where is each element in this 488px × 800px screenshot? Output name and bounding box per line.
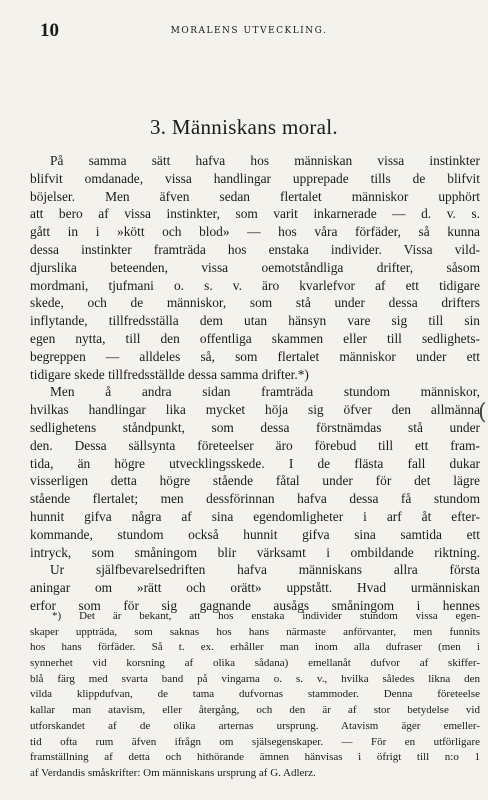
footnote-line: af Verdandis småskrifter: Om människans ursprung af G. Adlerz. [30,766,316,779]
body-line: dessa instinkter framträda hos enstaka individer. Vissa vild- [30,241,480,257]
footnote-line: *) Det är bekant, att hos enstaka individer stundom vissa egen- [52,610,480,622]
margin-mark: ( [478,400,487,425]
page-header [40,20,458,42]
footnote-line: synnerhet vid korsning af olika sådana) emellanåt dufvor af skiffer- [30,657,480,670]
running-head: MORALENS UTVECKLING. [170,26,328,36]
body-line: gått in i »kött och blod» — hos våra förfäder, så kunna [30,224,480,240]
footnote-line: framställning af detta och hithörande ämnen hänvisas i öfrigt till n:o 1 [30,751,480,764]
section-title: 3. Människans moral. [150,115,338,139]
footnote-line: hos hans förfäder. Så t. ex. erhåller man inom alla dufraser (men i [30,641,480,654]
body-text [30,152,480,615]
body-line: tidigare skede tillfredsställde dessa samma drifter.*) [30,366,309,382]
body-line: stående flertalet; men dessförinnan hafva dessa få stundom [30,491,480,507]
body-line: den. Dessa sällsynta företeelser äro förebud till ett fram- [30,437,480,453]
body-line: mordmani, tjufmani o. s. v. äro kvarlefvor af ett tidigare [30,277,480,293]
body-line: hunnit gifva några af sina egendomligheter i arf åt efter- [30,508,480,524]
body-line: visserligen detta högre stående fåtal under för det lägre [30,473,480,489]
body-line: kommande, stundom också hunnit gifva sina samtida ett [30,526,480,542]
body-line: intryck, som småningom blir värksamt i ombildande riktning. [30,544,480,560]
body-line: tida, än högre utvecklingsskede. I de flästa fall dukar [30,455,480,471]
body-line: På samma sätt hafva hos människan vissa instinkter [50,153,480,168]
body-line: Men å andra sidan framträda stundom människor, [50,384,480,400]
footnote-line: tid ofta rum äfven ifrågn om själsegenskaper. — För en utförligare [30,735,480,748]
body-line: sedlighetens ståndpunkt, som dessa förstnämdas stå under [30,419,480,435]
footnote-line: kallar man atavism, eller återgång, och den är af stor betydelse vid [30,704,480,717]
body-line: egen nytta, till den offentliga skammen eller till sedlighets- [30,330,480,346]
body-line: skede, och de människor, som stå under dessa drifters [30,295,480,311]
footnote-line: skaper uppträda, som saknas hos hans närmaste anförvanter, men funnits [30,625,480,638]
body-line: att bero af vissa instinkter, som varit inkarnerade — d. v. s. [30,206,480,222]
footnote-line: blå färg med svarta band på vingarna o. s. v., hvilka således likna den [30,672,480,685]
body-line: aningar om »rätt och orätt» uppstått. Hvad urmänniskan [30,580,480,596]
body-line: böjelser. Men äfven sedan flertalet människor upphört [30,188,480,204]
page-number: 10 [40,20,59,41]
body-line: blifvit omdanade, vissa handlingar upprepade tills de blifvit [30,170,480,186]
footnote-line: utforskandet af de olika arternas ursprung. Atavism äger emeller- [30,719,480,732]
body-line: begreppen — alldeles så, som flertalet människor under ett [30,348,480,364]
footnote-line: vilda klippdufvan, de tama dufvornas stammoder. Denna företeelse [30,688,480,701]
body-line: Ur själfbevarelsedriften hafva människans allra första [50,562,480,578]
body-line: erfor som för sig gagnande ausågs småningom i hennes [30,597,480,613]
body-line: hvilkas handlingar lika mycket höja sig öfver den allmänna [30,402,480,418]
body-line: inflytande, tillfredsställa dem utan hänsyn vare sig till sin [30,313,480,329]
footnote [30,609,480,782]
body-line: djurslika beteenden, vissa oemotståndliga drifter, såsom [30,259,480,275]
